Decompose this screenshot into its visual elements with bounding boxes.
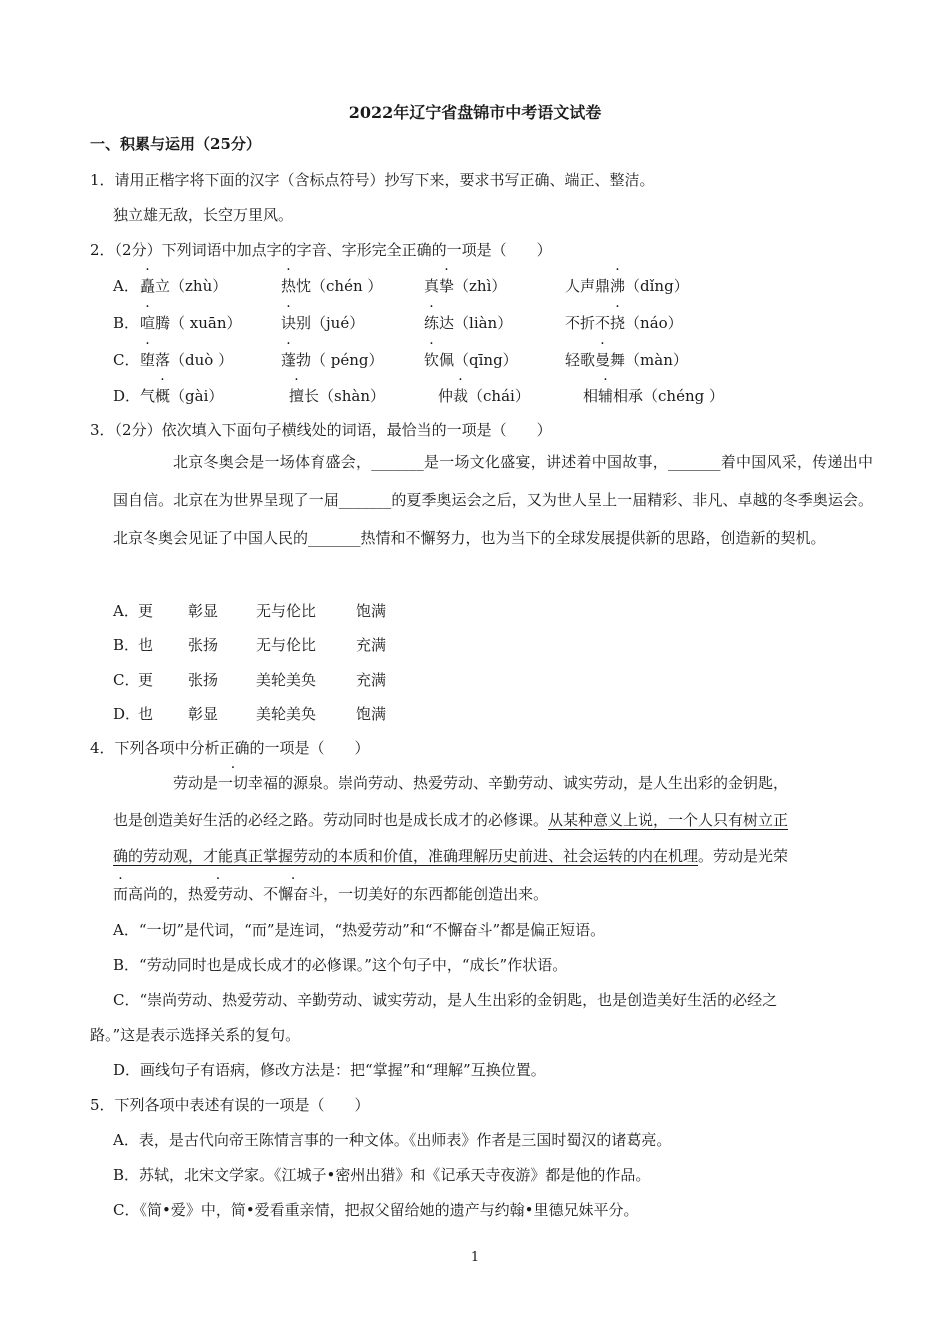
q5-option-b: B．苏轼，北宋文学家。《江城子•密州出猎》和《记承天寺夜游》都是他的作品。 bbox=[113, 1166, 651, 1184]
word-text: 别（jué） bbox=[296, 314, 365, 332]
q4-text: 劳动是 bbox=[173, 774, 219, 792]
q4-underlined-sentence: 从某种意义上说，一个人只有树立正 bbox=[548, 811, 789, 829]
q4-text: 也是创造美好生活的必经之路。劳动同时也是成长成才的必修课。 bbox=[113, 811, 549, 829]
word-text: 勃（ péng） bbox=[296, 351, 384, 369]
q2-option-label: C． bbox=[113, 351, 140, 369]
q2-word bbox=[140, 349, 233, 370]
dotted-character: 沸 bbox=[610, 277, 626, 295]
q4-dotted-word: 热爱劳动 bbox=[188, 885, 249, 903]
q4-option-a: A．“一切”是代词，“而”是连词，“热爱劳动”和“不懈奋斗”都是偏正短语。 bbox=[113, 921, 606, 939]
dotted-character: 练 bbox=[424, 314, 440, 332]
dotted-character: 裁 bbox=[453, 387, 469, 405]
q3-option-word: 更 bbox=[138, 671, 154, 689]
q3-option-word: 彰显 bbox=[188, 705, 219, 723]
q4-dotted-word: 一切 bbox=[218, 774, 249, 792]
word-text: 不折不 bbox=[565, 314, 611, 332]
q4-passage-line2 bbox=[113, 810, 788, 830]
word-text: 落（duò ） bbox=[155, 351, 234, 369]
q3-option-word: 美轮美奂 bbox=[256, 671, 317, 689]
word-text: 忱（chén ） bbox=[296, 277, 383, 295]
dotted-character: 热 bbox=[281, 277, 297, 295]
dotted-character: 钦 bbox=[424, 351, 440, 369]
q4-passage-line1 bbox=[173, 773, 788, 793]
q3-option-word: 张扬 bbox=[188, 636, 219, 654]
q3-option-word: 充满 bbox=[356, 671, 387, 689]
q3-stem: 3．（2分）依次填入下面句子横线处的词语，最恰当的一项是（ ） bbox=[90, 421, 552, 439]
word-text: 仲 bbox=[438, 387, 454, 405]
q2-word bbox=[565, 275, 689, 296]
q2-word bbox=[281, 275, 382, 296]
q5-option-c: C．《简•爱》中，简•爱看重亲情，把叔父留给她的遗产与约翰•里德兄妹平分。 bbox=[113, 1201, 639, 1219]
dotted-character: 挠 bbox=[610, 314, 626, 332]
q2-word bbox=[289, 385, 385, 406]
q3-option-word: 也 bbox=[138, 636, 154, 654]
dotted-character: 擅 bbox=[289, 387, 305, 405]
q2-word bbox=[583, 385, 724, 406]
word-text: （náo） bbox=[625, 314, 683, 332]
q4-stem: 4．下列各项中分析正确的一项是（ ） bbox=[90, 739, 370, 757]
word-text: 人声鼎 bbox=[565, 277, 611, 295]
dotted-character: 堕 bbox=[140, 351, 156, 369]
q4-underlined-sentence: 确的劳动观，才能真正掌握劳动的本质和价值，准确理解历史前进、社会运转的内在机理 bbox=[113, 847, 699, 865]
dotted-character: 矗 bbox=[140, 277, 156, 295]
q2-word bbox=[140, 385, 223, 406]
q5-option-a: A．表，是古代向帝王陈情言事的一种文体。《出师表》作者是三国时蜀汉的诸葛亮。 bbox=[113, 1131, 672, 1149]
word-text: （gài） bbox=[170, 387, 224, 405]
q3-option-label: A． bbox=[113, 602, 139, 620]
q2-word bbox=[424, 275, 506, 296]
word-text: 相 bbox=[583, 387, 599, 405]
word-text: 立（zhù） bbox=[155, 277, 228, 295]
q2-option-label: B． bbox=[113, 314, 140, 332]
q3-option-word: 彰显 bbox=[188, 602, 219, 620]
q2-word bbox=[281, 312, 364, 333]
q3-option-word: 无与伦比 bbox=[256, 636, 317, 654]
word-text: （chái） bbox=[468, 387, 530, 405]
q1-stem: 1．请用正楷字将下面的汉字（含标点符号）抄写下来，要求书写正确、端正、整洁。 bbox=[90, 171, 655, 189]
word-text: 佩（qīng） bbox=[439, 351, 518, 369]
word-text: （dǐng） bbox=[625, 277, 689, 295]
dotted-character: 诀 bbox=[281, 314, 297, 332]
q4-text: ，一切美好的东西都能创造出来。 bbox=[323, 885, 549, 903]
dotted-character: 概 bbox=[155, 387, 171, 405]
q2-word bbox=[424, 312, 512, 333]
page-title: 2022年辽宁省盘锦市中考语文试卷 bbox=[348, 103, 602, 122]
q4-option-b: B．“劳动同时也是成长成才的必修课。”这个句子中，“成长”作状语。 bbox=[113, 956, 568, 974]
q4-text: 高尚的， bbox=[128, 885, 189, 903]
q4-text: 、 bbox=[248, 885, 264, 903]
page-number: 1 bbox=[470, 1250, 480, 1265]
word-text: 舞（màn） bbox=[610, 351, 688, 369]
word-text: 达（liàn） bbox=[439, 314, 513, 332]
q3-option-word: 充满 bbox=[356, 636, 387, 654]
q3-option-word: 饱满 bbox=[356, 705, 387, 723]
dotted-character: 挚 bbox=[439, 277, 455, 295]
q2-word bbox=[565, 349, 688, 370]
q4-dotted-word: 而 bbox=[113, 885, 129, 903]
q2-stem: 2．（2分）下列词语中加点字的字音、字形完全正确的一项是（ ） bbox=[90, 241, 552, 259]
q3-option-label: C． bbox=[113, 671, 140, 689]
word-text: 轻歌 bbox=[565, 351, 596, 369]
word-text: 相承（chéng ） bbox=[613, 387, 725, 405]
word-text: 长（shàn） bbox=[304, 387, 385, 405]
dotted-character: 喧 bbox=[140, 314, 156, 332]
q2-word bbox=[438, 385, 530, 406]
q2-word bbox=[140, 312, 242, 333]
q3-option-word: 美轮美奂 bbox=[256, 705, 317, 723]
q3-option-label: B． bbox=[113, 636, 140, 654]
section-heading: 一、积累与运用（25分） bbox=[90, 135, 261, 153]
q4-dotted-word: 不懈奋斗 bbox=[263, 885, 324, 903]
q3-option-word: 张扬 bbox=[188, 671, 219, 689]
q4-passage-line4 bbox=[113, 884, 548, 904]
dotted-character: 曼 bbox=[595, 351, 611, 369]
q2-word bbox=[424, 349, 518, 370]
word-text: 真 bbox=[424, 277, 440, 295]
q4-text: 。劳动是光荣 bbox=[698, 847, 789, 865]
q2-word bbox=[140, 275, 227, 296]
word-text: （zhì） bbox=[454, 277, 507, 295]
q4-text: 幸福的源泉。崇尚劳动、热爱劳动、辛勤劳动、诚实劳动，是人生出彩的金钥匙， bbox=[248, 774, 789, 792]
q3-option-word: 更 bbox=[138, 602, 154, 620]
word-text: 腾（ xuān） bbox=[155, 314, 242, 332]
word-text: 气 bbox=[140, 387, 156, 405]
q5-stem: 5．下列各项中表述有误的一项是（ ） bbox=[90, 1096, 370, 1114]
q2-option-label: A． bbox=[113, 277, 139, 295]
q4-passage-line3 bbox=[113, 846, 788, 866]
q3-option-word: 也 bbox=[138, 705, 154, 723]
q2-word bbox=[281, 349, 384, 370]
q4-option-c-cont: 路。”这是表示选择关系的复句。 bbox=[90, 1026, 301, 1044]
dotted-character: 蓬 bbox=[281, 351, 297, 369]
q2-word bbox=[565, 312, 683, 333]
q2-option-label: D． bbox=[113, 387, 141, 405]
dotted-character: 辅 bbox=[598, 387, 614, 405]
q4-option-c: C．“崇尚劳动、热爱劳动、辛勤劳动、诚实劳动，是人生出彩的金钥匙，也是创造美好生活的必经之 bbox=[113, 991, 778, 1009]
q4-option-d: D．画线句子有语病，修改方法是：把“掌握”和“理解”互换位置。 bbox=[113, 1061, 546, 1079]
q3-passage: 北京冬奥会是一场体育盛会，_______是一场文化盛宴，讲述着中国故事，_______着中国风采，传递出中国自信。北京在为世界呈现了一届_______的夏季奥运会之后，又为世人呈上一届精彩、非凡、卓越的冬季奥运会。北京冬奥会见证了中国人民的_______热情和不懈努力，也为当下的全球发展提供新的思路，创造新的契机。 bbox=[113, 453, 873, 547]
q1-text: 独立雄无敌，长空万里风。 bbox=[113, 206, 294, 224]
q3-option-word: 饱满 bbox=[356, 602, 387, 620]
q3-option-word: 无与伦比 bbox=[256, 602, 317, 620]
q3-option-label: D． bbox=[113, 705, 141, 723]
